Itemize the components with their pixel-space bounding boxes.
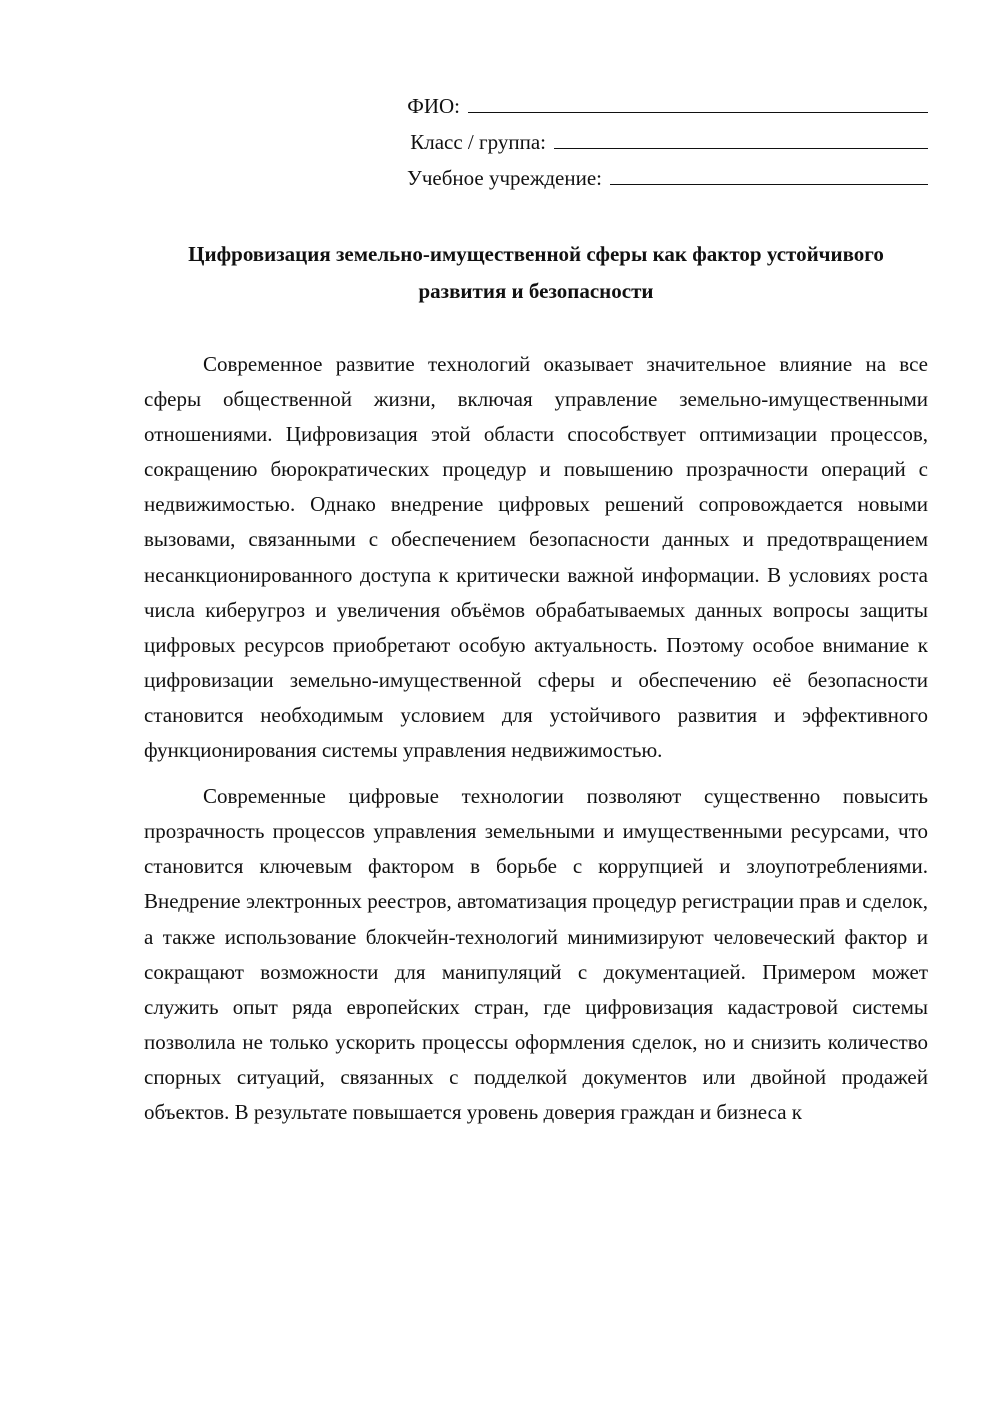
student-info-block (144, 88, 928, 196)
document-page (144, 88, 928, 1130)
title-line-2: развития и безопасности (418, 279, 654, 303)
fio-line[interactable] (468, 90, 928, 113)
institution-label: Учебное учреждение: (406, 166, 602, 190)
title-line-1: Цифровизация земельно-имущественной сферы как фактор устойчивого (188, 242, 884, 266)
class-group-field[interactable] (410, 124, 928, 160)
paragraph-1: Современное развитие технологий оказывает значительное влияние на все сферы общественной жизни, включая управление земельно-имущественными отношениями. Цифровизация этой области способствует оптимизации процессов, сокращению бюрократических процедур и повышению прозрачности операций с недвижимостью. Однако внедрение цифровых решений сопровождается новыми вызовами, связанными с обеспечением безопасности данных и предотвращением несанкционированного доступа к критически важной информации. В условиях роста числа киберугроз и увеличения объёмов обрабатываемых данных вопросы защиты цифровых ресурсов приобретают особую актуальность. Поэтому особое внимание к цифровизации земельно-имущественной сферы и обеспечению её безопасности становится необходимым условием для устойчивого развития и эффективного функционирования системы управления недвижимостью. (144, 352, 928, 763)
institution-field[interactable] (407, 160, 928, 196)
institution-line[interactable] (610, 162, 928, 185)
paragraph-2: Современные цифровые технологии позволяют существенно повысить прозрачность процессов управления земельными и имущественными ресурсами, что становится ключевым фактором в борьбе с коррупцией и злоупотреблениями. Внедрение электронных реестров, автоматизация процедур регистрации прав и сделок, а также использование блокчейн-технологий минимизируют человеческий фактор и сокращают возможности для манипуляций с документацией. Примером может служить опыт ряда европейских стран, где цифровизация кадастровой системы позволила не только ускорить процессы оформления сделок, но и снизить количество спорных ситуаций, связанных с подделкой документов или двойной продажей объектов. В результате повышается уровень доверия граждан и бизнеса к (144, 784, 928, 1124)
fio-field[interactable] (407, 88, 928, 124)
class-group-line[interactable] (554, 126, 928, 149)
fio-label: ФИО: (407, 94, 460, 118)
document-title (144, 236, 928, 310)
class-group-label: Класс / группа: (410, 130, 546, 154)
